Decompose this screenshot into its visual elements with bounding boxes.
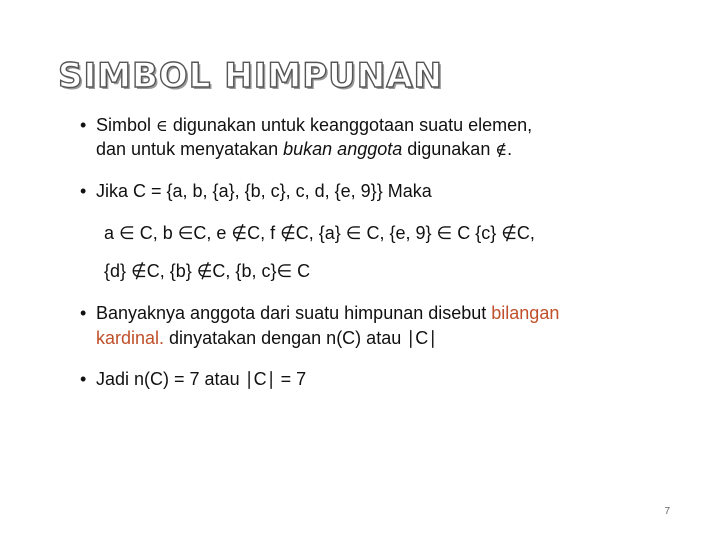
- element-of-symbol: ∈: [156, 116, 168, 135]
- highlight-term: kardinal.: [96, 328, 165, 348]
- bullet-2-line-3: [104, 259, 310, 283]
- membership-examples: a ∈ C, b ∈C, e ∉C, f ∉C, {a} ∈ C, {e, 9} ∈ C {c} ∉C,: [104, 223, 535, 243]
- bullet-1-line-2: [96, 137, 512, 162]
- slide-title: SIMBOL HIMPUNAN: [58, 56, 443, 96]
- bullet-marker: •: [80, 115, 87, 135]
- bullet-2-line-1: [80, 179, 432, 203]
- bullet-3-line-2: [96, 326, 437, 350]
- page-number: 7: [664, 506, 670, 517]
- text: digunakan: [402, 139, 496, 159]
- not-element-of-symbol: ∉: [495, 140, 508, 159]
- bullet-marker: •: [80, 181, 87, 201]
- bullet-1-line-1: [80, 113, 532, 138]
- text: dinyatakan dengan n(C) atau ∣C∣: [164, 328, 438, 348]
- bullet-3-line-1: [80, 301, 559, 325]
- bullet-marker: •: [80, 303, 87, 323]
- text: Simbol: [96, 115, 157, 135]
- text: dan untuk menyatakan: [96, 139, 284, 159]
- text: digunakan untuk keanggotaan suatu elemen,: [167, 115, 533, 135]
- bullet-4-line-1: [80, 367, 306, 391]
- highlight-term: bilangan: [491, 303, 560, 323]
- bullet-marker: •: [80, 369, 87, 389]
- text: Jadi n(C) = 7 atau ∣C∣ = 7: [96, 369, 307, 389]
- bullet-2-line-2: [104, 221, 535, 245]
- membership-examples: {d} ∉C, {b} ∉C, {b, c}∈ C: [104, 261, 311, 281]
- text: .: [507, 139, 513, 159]
- text: Banyaknya anggota dari suatu himpunan disebut: [96, 303, 492, 323]
- emphasis-text: bukan anggota: [283, 139, 403, 159]
- text: Jika C = {a, b, {a}, {b, c}, c, d, {e, 9}} Maka: [96, 181, 432, 201]
